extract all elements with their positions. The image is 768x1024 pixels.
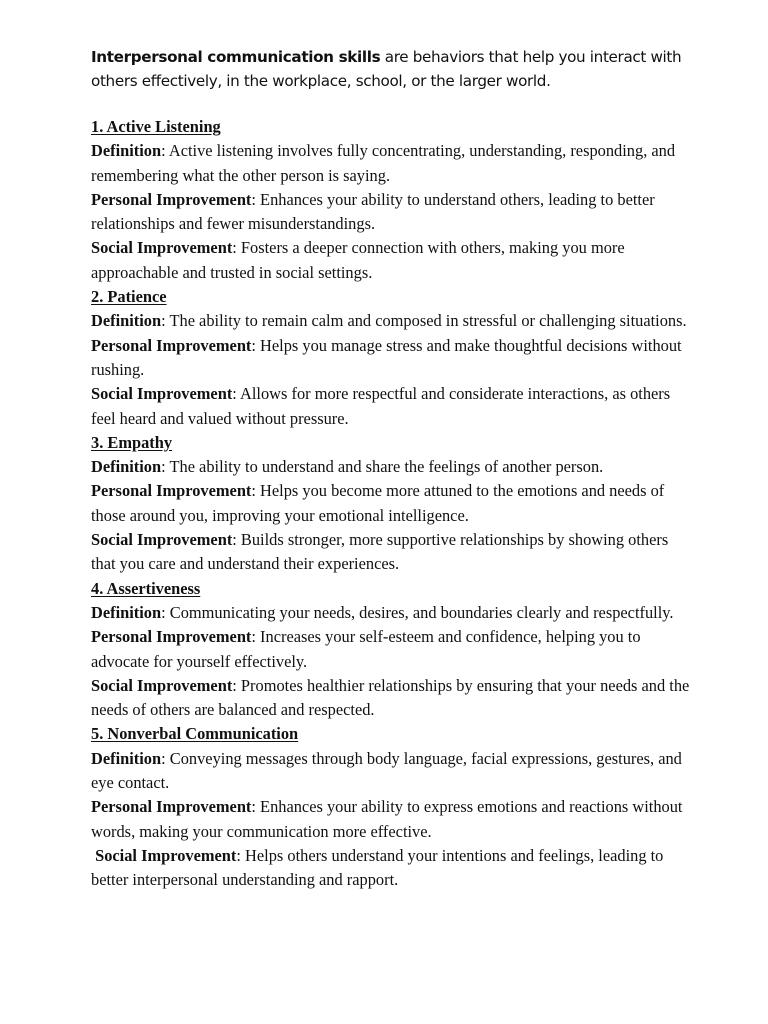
personal-improvement-label: Personal Improvement — [91, 189, 252, 209]
personal-improvement-paragraph — [91, 334, 691, 383]
social-improvement-paragraph — [91, 674, 691, 723]
definition-label: Definition — [91, 141, 162, 161]
intro-text: are behaviors that help you interact with others effectively, in the workplace, school, or the larger world. — [91, 48, 682, 90]
definition-text: : Communicating your needs, desires, and boundaries clearly and respectfully. — [161, 602, 674, 622]
social-improvement-text: : Promotes healthier relationships by ensuring that your needs and the needs of others are balanced and respected. — [91, 675, 690, 720]
personal-improvement-text: : Increases your self-esteem and confidence, helping you to advocate for yourself effectively. — [91, 627, 641, 671]
social-improvement-label: Social Improvement — [91, 384, 233, 404]
section-assertiveness — [91, 577, 691, 723]
social-improvement-text: : Fosters a deeper connection with others, making you more approachable and trusted in social settings. — [91, 238, 625, 282]
intro-bold-term: Interpersonal communication skills — [91, 48, 381, 66]
definition-paragraph — [91, 601, 691, 674]
social-improvement-label: Social Improvement — [91, 238, 233, 258]
social-improvement-text: : Allows for more respectful and considerate interactions, as others feel heard and valued without pressure. — [91, 384, 671, 428]
social-improvement-label: Social Improvement — [91, 845, 237, 865]
section-heading: 5. Nonverbal Communication — [91, 724, 299, 744]
definition-text: : Conveying messages through body language, facial expressions, gestures, and eye contact. — [91, 748, 682, 793]
definition-paragraph — [91, 747, 691, 796]
section-heading: 1. Active Listening — [91, 117, 221, 136]
personal-improvement-paragraph — [91, 795, 691, 844]
definition-text: : The ability to remain calm and composed in stressful or challenging situations. — [161, 311, 687, 331]
section-active-listening — [91, 115, 691, 285]
personal-improvement-label: Personal Improvement — [91, 627, 252, 647]
social-improvement-text: : Helps others understand your intentions and feelings, leading to better interpersonal understanding and rapport. — [91, 845, 664, 890]
personal-improvement-text: : Helps you become more attuned to the emotions and needs of those around you, improving your emotional intelligence. — [91, 481, 665, 525]
section-empathy — [91, 431, 691, 577]
social-improvement-paragraph — [91, 528, 691, 577]
intro-paragraph — [91, 45, 691, 93]
definition-paragraph — [91, 309, 691, 333]
definition-label: Definition — [91, 602, 162, 622]
personal-improvement-paragraph — [91, 188, 691, 237]
personal-improvement-text: : Enhances your ability to understand others, leading to better relationships and fewer misunderstandings. — [91, 189, 655, 234]
personal-improvement-label: Personal Improvement — [91, 335, 252, 355]
definition-paragraph — [91, 455, 691, 479]
definition-paragraph — [91, 139, 691, 188]
definition-text: : The ability to understand and share the feelings of another person. — [161, 457, 604, 477]
definition-text: : Active listening involves fully concentrating, understanding, responding, and remembering what the other person is saying. — [91, 141, 676, 185]
social-improvement-text: : Builds stronger, more supportive relationships by showing others that you care and understand their experiences. — [91, 530, 669, 574]
section-heading: 4. Assertiveness — [91, 578, 201, 598]
definition-label: Definition — [91, 748, 162, 768]
social-improvement-label: Social Improvement — [91, 675, 233, 695]
section-nonverbal-communication — [91, 722, 691, 892]
social-improvement-paragraph — [91, 844, 691, 893]
personal-improvement-text: : Helps you manage stress and make thoughtful decisions without rushing. — [91, 335, 682, 379]
personal-improvement-label: Personal Improvement — [91, 481, 252, 501]
definition-label: Definition — [91, 311, 162, 331]
social-improvement-paragraph — [91, 382, 691, 431]
personal-improvement-text: : Enhances your ability to express emotions and reactions without words, making your communication more effective. — [91, 797, 683, 841]
social-improvement-label: Social Improvement — [91, 530, 233, 550]
section-heading: 3. Empathy — [91, 432, 173, 452]
definition-label: Definition — [91, 457, 162, 477]
personal-improvement-paragraph — [91, 479, 691, 528]
section-heading: 2. Patience — [91, 287, 167, 307]
document-page — [91, 45, 691, 893]
section-patience — [91, 285, 691, 431]
social-improvement-paragraph — [91, 236, 691, 285]
personal-improvement-label: Personal Improvement — [91, 797, 252, 817]
